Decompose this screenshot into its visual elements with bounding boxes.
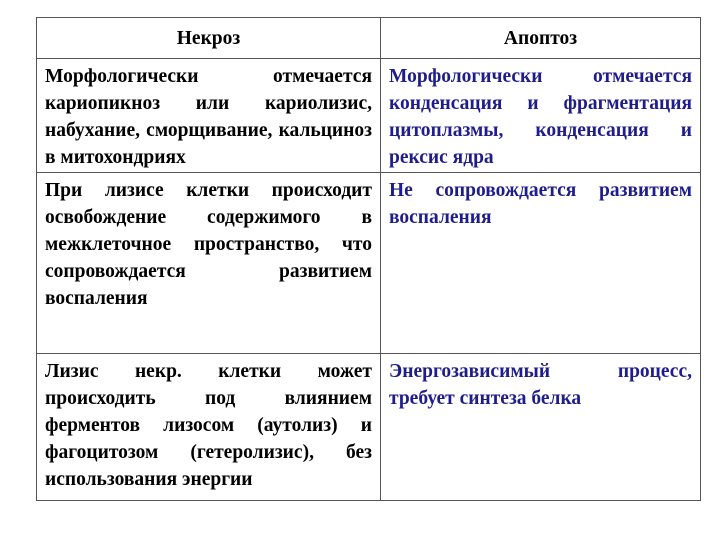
table-row (37, 173, 701, 354)
necrosis-energy-text: Лизис некр. клетки может происходить под влиянием ферментов лизосом (аутолиз) и фагоцитозом (гетеролизис), без использования энергии (45, 361, 372, 490)
header-necrosis: Некроз (37, 18, 381, 59)
apoptosis-morphology-text: Морфологически отмечается конденсация и фрагментация цитоплазмы, конденсация и рексис ядра (389, 66, 692, 168)
apoptosis-energy-text: Энергозависимый процесс, требует синтеза белка (389, 361, 692, 409)
apoptosis-inflammation-text: Не сопровождается развитием воспаления (389, 180, 692, 228)
apoptosis-inflammation-cell (381, 173, 701, 354)
necrosis-morphology-text: Морфологически отмечается кариопикноз или кариолизис, набухание, сморщивание, кальциноз в митохондриях (45, 66, 372, 168)
header-apoptosis: Апоптоз (381, 18, 701, 59)
apoptosis-morphology-cell (381, 59, 701, 173)
necrosis-energy-cell (37, 354, 381, 501)
header-row (37, 18, 701, 59)
necrosis-morphology-cell (37, 59, 381, 173)
comparison-table (36, 17, 701, 501)
apoptosis-energy-cell (381, 354, 701, 501)
necrosis-inflammation-text: При лизисе клетки происходит освобождение содержимого в межклеточное пространство, что сопровождается развитием воспаления (45, 180, 372, 309)
necrosis-inflammation-cell (37, 173, 381, 354)
table-row (37, 354, 701, 501)
table-row (37, 59, 701, 173)
